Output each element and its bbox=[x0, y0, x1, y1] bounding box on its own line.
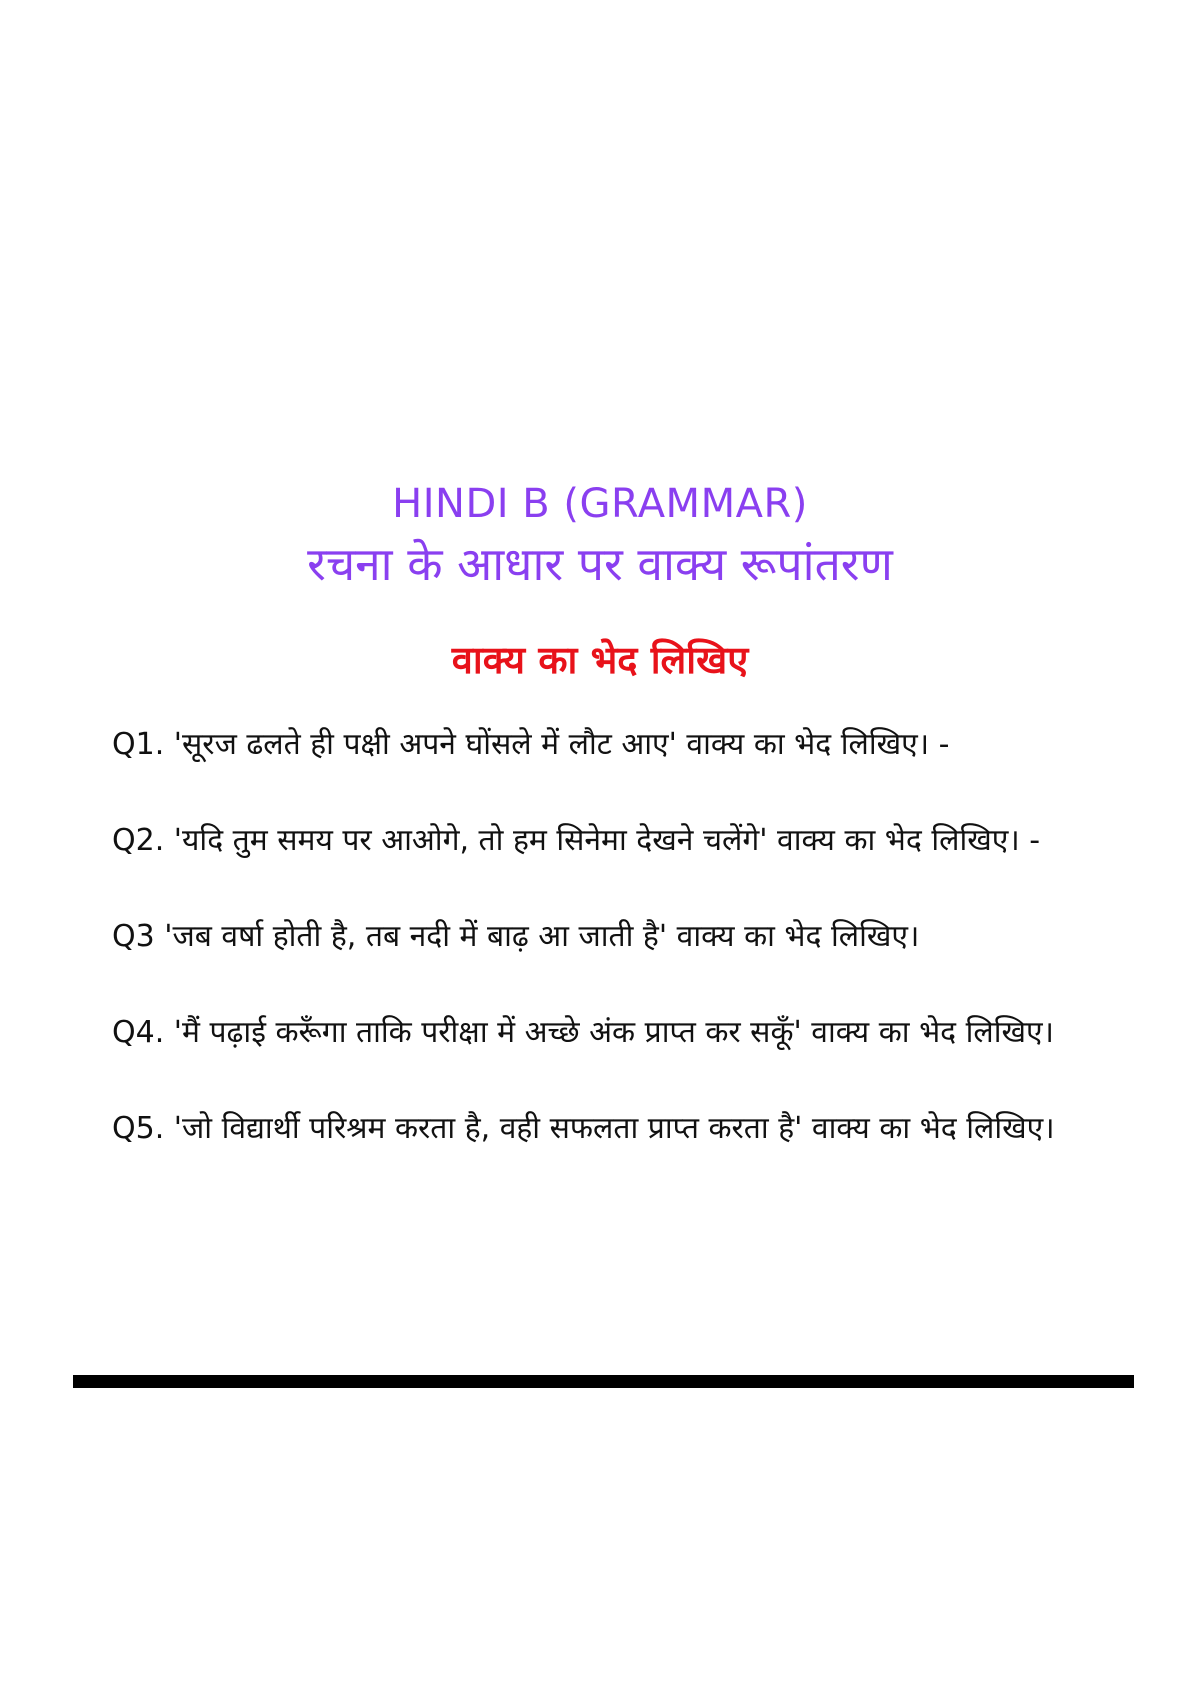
question-list bbox=[112, 722, 1092, 1202]
question-item: Q2. 'यदि तुम समय पर आओगे, तो हम सिनेमा देखने चलेंगे' वाक्य का भेद लिखिए। - bbox=[112, 823, 1041, 858]
question-item: Q1. 'सूरज ढलते ही पक्षी अपने घोंसले में लौट आए' वाक्य का भेद लिखिए। - bbox=[112, 727, 950, 762]
page-title-hindi: रचना के आधार पर वाक्य रूपांतरण bbox=[307, 537, 893, 591]
section-subtitle: वाक्य का भेद लिखिए bbox=[451, 638, 749, 682]
horizontal-divider bbox=[73, 1375, 1134, 1388]
page-title-english: HINDI B (GRAMMAR) bbox=[392, 481, 808, 527]
question-item: Q3 'जब वर्षा होती है, तब नदी में बाढ़ आ जाती है' वाक्य का भेद लिखिए। bbox=[112, 919, 920, 954]
question-item: Q5. 'जो विद्यार्थी परिश्रम करता है, वही सफलता प्राप्त करता है' वाक्य का भेद लिखिए। bbox=[112, 1111, 1055, 1146]
question-item: Q4. 'मैं पढ़ाई करूँगा ताकि परीक्षा में अच्छे अंक प्राप्त कर सकूँ' वाक्य का भेद लिखिए। bbox=[112, 1015, 1055, 1050]
